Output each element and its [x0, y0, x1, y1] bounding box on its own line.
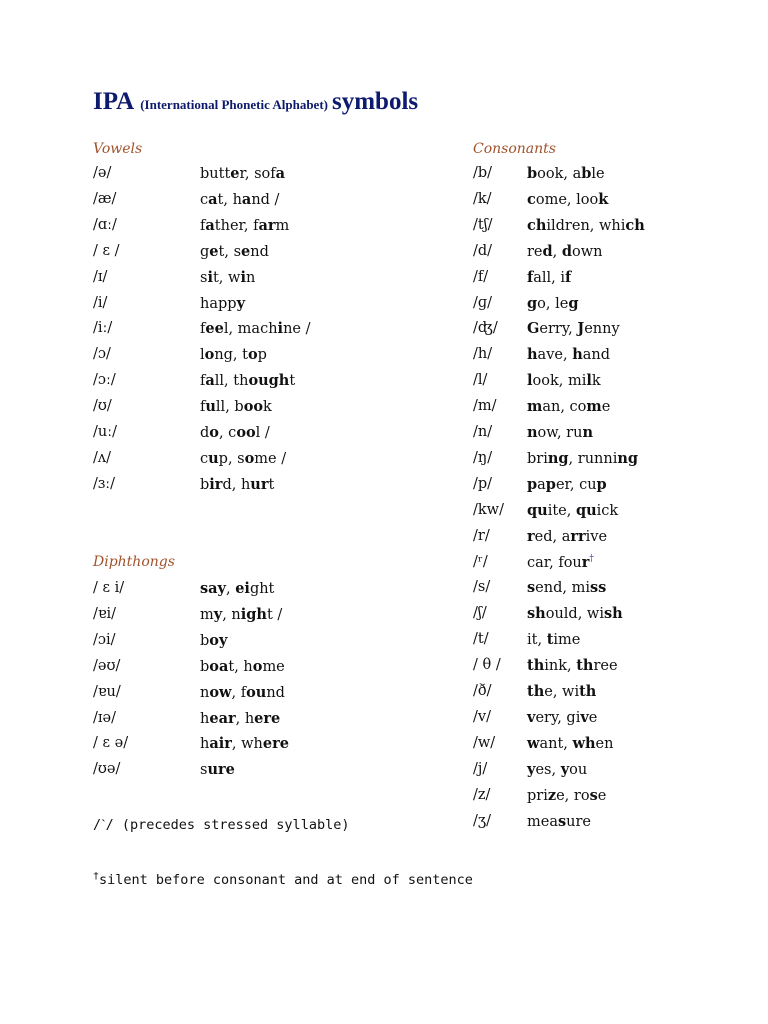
ipa-symbol: / ɛ ə/ — [93, 735, 129, 752]
highlighted-letters: c — [527, 190, 536, 208]
example-words — [527, 165, 605, 182]
footnote — [93, 871, 473, 888]
plain-letters: e — [601, 399, 611, 416]
ipa-symbol: /ɪə/ — [93, 709, 116, 726]
highlighted-letters: g — [568, 294, 579, 312]
example-words — [527, 398, 610, 415]
plain-letters: all, i — [533, 269, 566, 286]
example-words — [200, 191, 279, 208]
ipa-symbol: /tʃ/ — [473, 216, 493, 233]
example-words — [200, 320, 310, 337]
ipa-symbol: /ə/ — [93, 165, 112, 181]
highlighted-letters: ch — [527, 216, 547, 234]
plain-letters: b — [200, 632, 210, 649]
highlighted-letters: l — [527, 372, 533, 390]
highlighted-letters: ere — [254, 709, 281, 727]
example-words — [527, 424, 593, 441]
plain-letters: m — [200, 606, 214, 623]
example-words — [527, 605, 623, 622]
highlighted-letters: e — [209, 242, 219, 260]
plain-letters: ime — [553, 632, 581, 649]
ipa-symbol: /iː/ — [93, 320, 113, 337]
highlighted-letters: G — [527, 320, 540, 338]
plain-letters: ed, a — [534, 528, 571, 545]
plain-letters: me — [262, 658, 285, 675]
ipa-symbol: /i/ — [93, 294, 108, 311]
example-words — [527, 191, 608, 208]
ipa-symbol: /uː/ — [93, 424, 117, 440]
example-words — [200, 735, 289, 752]
plain-letters: nd — [250, 243, 269, 260]
example-words — [527, 657, 618, 674]
highlighted-letters: ar — [258, 216, 276, 234]
example-words — [527, 787, 606, 804]
plain-letters: ree — [593, 658, 618, 675]
example-words — [527, 631, 580, 648]
highlighted-letters: air — [209, 735, 232, 753]
plain-letters: r, sof — [239, 166, 276, 182]
plain-letters: t, s — [218, 243, 242, 260]
ipa-symbol: /f/ — [473, 268, 489, 285]
example-words — [200, 476, 274, 493]
highlighted-letters: r — [527, 527, 535, 545]
plain-letters: t, h — [217, 191, 242, 208]
highlighted-letters: a — [275, 165, 286, 182]
plain-letters: e, wi — [544, 684, 580, 700]
plain-letters: f — [200, 399, 206, 416]
example-words — [200, 295, 245, 312]
example-words — [527, 502, 618, 519]
plain-letters: e, ro — [556, 787, 590, 804]
plain-letters: h — [200, 710, 210, 727]
plain-letters: t / — [266, 606, 283, 623]
highlighted-letters: d — [561, 242, 573, 260]
plain-letters: ook, mi — [532, 373, 587, 390]
plain-letters: ite, — [547, 502, 576, 519]
highlighted-letters: rr — [570, 527, 586, 545]
plain-letters: d — [200, 425, 210, 441]
highlighted-letters: a — [205, 372, 215, 390]
ipa-symbol: /kw/ — [473, 501, 504, 518]
ipa-symbol: /ʒ/ — [473, 812, 491, 829]
footnote-dagger: † — [93, 871, 100, 882]
highlighted-letters: s — [589, 786, 598, 804]
highlighted-letters: qu — [527, 501, 548, 519]
highlighted-letters: a — [241, 190, 252, 208]
highlighted-letters: o — [247, 346, 258, 364]
vowels-heading: Vowels — [93, 141, 143, 157]
example-words — [527, 243, 603, 260]
highlighted-letters: o — [244, 449, 255, 467]
example-words — [200, 710, 280, 727]
plain-letters: t — [268, 476, 275, 493]
plain-letters: ildren, whi — [546, 217, 626, 234]
plain-letters: ive — [585, 528, 608, 545]
plain-letters: l — [200, 347, 205, 364]
ipa-symbol: / ɛ / — [93, 242, 120, 259]
plain-letters: en — [595, 735, 614, 752]
highlighted-letters: h — [527, 346, 538, 364]
ipa-symbol: /m/ — [473, 398, 497, 415]
plain-letters: ther, f — [214, 217, 259, 234]
ipa-symbol: /d/ — [473, 242, 493, 259]
example-words — [527, 554, 594, 571]
highlighted-letters: v — [580, 708, 589, 726]
ipa-symbol: /n/ — [473, 424, 493, 440]
plain-letters: ant, — [539, 735, 573, 752]
plain-letters: t, h — [228, 658, 253, 675]
highlighted-letters: r — [581, 553, 590, 571]
highlighted-letters: say — [200, 580, 226, 597]
plain-letters: o, le — [537, 295, 569, 312]
plain-letters: le — [591, 166, 605, 182]
plain-letters: an, co — [542, 399, 587, 416]
plain-letters: re — [527, 243, 543, 260]
plain-letters: p, s — [218, 450, 245, 467]
plain-letters: n — [245, 269, 256, 286]
highlighted-letters: b — [581, 165, 592, 182]
plain-letters: b — [200, 476, 210, 493]
page-title — [93, 88, 418, 116]
plain-letters: ink, — [544, 658, 577, 675]
highlighted-letters: th — [527, 657, 545, 675]
plain-letters: ave, — [537, 347, 573, 364]
ipa-symbol: /ɔː/ — [93, 372, 116, 389]
plain-letters: ure — [566, 813, 592, 830]
highlighted-letters: ur — [250, 475, 269, 493]
plain-letters: s — [200, 762, 208, 779]
highlighted-letters: ere — [262, 735, 289, 753]
plain-letters: f — [200, 217, 206, 234]
example-words — [200, 658, 285, 675]
highlighted-letters: i — [277, 320, 284, 338]
title-main: IPA — [93, 88, 135, 115]
example-words — [527, 269, 571, 286]
dagger-link[interactable]: † — [589, 553, 594, 564]
plain-letters: k — [263, 399, 272, 416]
plain-letters: ome, loo — [535, 191, 599, 208]
plain-letters: e — [597, 787, 607, 804]
highlighted-letters: p — [545, 475, 556, 493]
plain-letters: bri — [527, 450, 548, 467]
plain-letters: ng, t — [214, 347, 248, 364]
plain-letters: , runni — [568, 450, 618, 467]
highlighted-letters: s — [557, 812, 567, 830]
plain-letters: c — [200, 450, 209, 467]
highlighted-letters: o — [252, 657, 263, 675]
highlighted-letters: f — [565, 268, 572, 286]
plain-letters: end, mi — [535, 580, 590, 597]
plain-letters: , f — [231, 684, 247, 701]
ipa-symbol: /ʊ/ — [93, 398, 112, 415]
example-words — [200, 684, 285, 701]
highlighted-letters: a — [205, 216, 215, 234]
highlighted-letters: igh — [240, 605, 267, 623]
highlighted-letters: th — [527, 683, 545, 700]
highlighted-letters: wh — [572, 734, 596, 752]
example-words — [200, 632, 227, 649]
highlighted-letters: w — [527, 734, 540, 752]
highlighted-letters: p — [527, 475, 538, 493]
example-words — [200, 372, 295, 389]
plain-letters: ll, th — [214, 373, 249, 390]
plain-letters: , h — [235, 710, 255, 727]
plain-letters: n — [200, 684, 210, 701]
plain-letters: mea — [527, 813, 558, 830]
ipa-symbol: /ɪ/ — [93, 268, 108, 285]
highlighted-letters: ou — [246, 683, 267, 701]
plain-letters: butt — [200, 166, 231, 182]
plain-letters: a — [537, 476, 546, 493]
highlighted-letters: qu — [575, 501, 597, 519]
plain-letters: t, w — [212, 269, 241, 286]
example-words — [200, 346, 267, 363]
example-words — [527, 372, 601, 389]
ipa-symbol: /ɐu/ — [93, 683, 121, 700]
highlighted-letters: m — [586, 398, 602, 416]
example-words — [200, 243, 269, 260]
highlighted-letters: sh — [603, 605, 623, 623]
plain-letters: d, h — [222, 476, 251, 493]
plain-letters: and — [582, 347, 610, 364]
diphthongs-heading: Diphthongs — [93, 554, 175, 570]
example-words — [200, 398, 272, 415]
highlighted-letters: th — [579, 683, 597, 700]
highlighted-letters: i — [240, 268, 246, 286]
plain-letters: ow, ru — [537, 425, 583, 441]
ipa-symbol: /j/ — [473, 760, 488, 777]
highlighted-letters: p — [596, 475, 607, 493]
highlighted-letters: oa — [209, 657, 229, 675]
ipa-symbol: /p/ — [473, 475, 493, 492]
plain-letters: happ — [200, 295, 237, 312]
plain-letters: car, fou — [527, 554, 582, 571]
example-words — [527, 476, 607, 493]
highlighted-letters: k — [598, 190, 609, 208]
ipa-symbol: /r/ — [473, 527, 490, 544]
highlighted-letters: oo — [243, 398, 264, 416]
ipa-symbol: /ɐi/ — [93, 605, 117, 622]
plain-letters: p — [257, 347, 267, 364]
ipa-symbol: /ɔ/ — [93, 346, 111, 363]
plain-letters: t — [289, 373, 296, 390]
ipa-symbol: /l/ — [473, 372, 488, 389]
highlighted-letters: f — [527, 268, 534, 286]
title-tail: symbols — [332, 88, 419, 115]
example-words — [527, 450, 638, 467]
highlighted-letters: s — [527, 579, 536, 597]
highlighted-letters: ng — [617, 449, 639, 467]
example-words — [527, 735, 613, 752]
example-words — [527, 683, 596, 700]
plain-letters: it, — [527, 632, 547, 649]
ipa-symbol: /k/ — [473, 190, 492, 207]
highlighted-letters: o — [209, 424, 219, 441]
plain-letters: me / — [254, 450, 287, 467]
ipa-symbol: /əʊ/ — [93, 657, 121, 674]
plain-letters: ery, gi — [535, 709, 581, 726]
example-words — [527, 579, 606, 596]
example-words — [200, 424, 270, 441]
plain-letters: , c — [218, 425, 237, 441]
plain-letters: ght — [249, 581, 275, 597]
ipa-symbol: / ɛ i/ — [93, 580, 125, 596]
plain-letters: , n — [222, 606, 241, 623]
plain-letters: , — [225, 581, 236, 597]
ipa-symbol: /ʃ/ — [473, 605, 487, 622]
ipa-symbol: /ɜː/ — [93, 475, 116, 492]
highlighted-letters: h — [572, 346, 583, 364]
highlighted-letters: ee — [205, 320, 224, 338]
plain-letters: , wh — [231, 736, 263, 753]
example-words — [527, 528, 607, 545]
ipa-symbol: /b/ — [473, 165, 493, 181]
plain-letters: g — [200, 243, 210, 260]
highlighted-letters: t — [546, 631, 554, 649]
highlighted-letters: ure — [207, 761, 235, 779]
highlighted-letters: y — [560, 760, 570, 778]
ipa-symbol: /ʊə/ — [93, 761, 121, 778]
plain-letters: ne / — [283, 321, 311, 338]
plain-letters: ick — [596, 502, 619, 519]
ipa-symbol: /v/ — [473, 708, 491, 725]
ipa-symbol: /ʳ/ — [473, 553, 488, 570]
highlighted-letters: g — [527, 294, 538, 312]
plain-letters: er, cu — [555, 476, 597, 493]
ipa-symbol: /ɔi/ — [93, 631, 116, 648]
highlighted-letters: m — [527, 398, 543, 416]
example-words — [527, 761, 587, 778]
consonants-heading: Consonants — [473, 141, 556, 157]
highlighted-letters: oo — [236, 424, 256, 441]
ipa-symbol: /æ/ — [93, 190, 117, 207]
plain-letters: , — [552, 243, 562, 260]
ipa-symbol: /h/ — [473, 346, 493, 363]
plain-letters: enny — [584, 321, 620, 338]
highlighted-letters: i — [207, 268, 213, 286]
ipa-symbol: /ð/ — [473, 683, 492, 699]
example-words — [200, 450, 286, 467]
highlighted-letters: d — [542, 242, 553, 260]
stress-mark-note: /ˋ/ (precedes stressed syllable) — [93, 817, 350, 833]
ipa-symbol: /ʌ/ — [93, 449, 111, 466]
ipa-symbol: /t/ — [473, 631, 489, 648]
example-words — [200, 761, 235, 778]
plain-letters: nd / — [251, 191, 280, 208]
example-words — [527, 813, 591, 830]
example-words — [200, 580, 274, 597]
highlighted-letters: u — [205, 398, 216, 416]
plain-letters: nd — [266, 684, 285, 701]
highlighted-letters: ir — [209, 475, 223, 493]
example-words — [200, 269, 255, 286]
plain-letters: f — [200, 373, 206, 390]
example-words — [527, 320, 620, 337]
highlighted-letters: o — [204, 346, 215, 364]
ipa-symbol: /w/ — [473, 734, 496, 751]
highlighted-letters: th — [576, 657, 594, 675]
plain-letters: c — [200, 191, 209, 208]
plain-letters: h — [200, 736, 210, 753]
example-words — [527, 217, 645, 234]
highlighted-letters: b — [527, 165, 538, 182]
example-words — [200, 606, 282, 623]
highlighted-letters: ow — [209, 683, 232, 701]
ipa-symbol: /ɑː/ — [93, 216, 117, 233]
plain-letters: e — [588, 709, 598, 726]
plain-letters: erry, — [539, 321, 578, 338]
highlighted-letters: oy — [209, 631, 228, 649]
highlighted-letters: ch — [625, 216, 645, 234]
footnote-text: silent before consonant and at end of sentence — [99, 872, 473, 888]
plain-letters: ll, b — [215, 399, 244, 416]
plain-letters: own — [572, 243, 603, 260]
plain-letters: ould, wi — [545, 606, 604, 623]
highlighted-letters: l — [586, 372, 592, 390]
highlighted-letters: ough — [248, 372, 290, 390]
ipa-symbol: /ʤ/ — [473, 320, 498, 337]
title-subtitle: (International Phonetic Alphabet) — [140, 97, 328, 112]
plain-letters: l, mach — [223, 321, 278, 338]
highlighted-letters: n — [527, 424, 538, 441]
plain-letters: es, — [535, 761, 561, 778]
highlighted-letters: ei — [235, 580, 250, 597]
highlighted-letters: z — [547, 786, 557, 804]
example-words — [200, 217, 289, 234]
highlighted-letters: e — [241, 242, 251, 260]
highlighted-letters: e — [230, 165, 240, 182]
highlighted-letters: J — [577, 320, 585, 338]
highlighted-letters: v — [527, 708, 536, 726]
plain-letters: f — [200, 321, 206, 338]
plain-letters: b — [200, 658, 210, 675]
plain-letters: ou — [569, 761, 588, 778]
ipa-symbol: /ɡ/ — [473, 294, 493, 311]
highlighted-letters: ss — [589, 579, 607, 597]
ipa-symbol: / θ / — [473, 657, 501, 674]
example-words — [527, 295, 578, 312]
highlighted-letters: n — [582, 424, 594, 441]
ipa-symbol: /z/ — [473, 786, 491, 803]
plain-letters: m — [275, 217, 290, 234]
plain-letters: s — [200, 269, 208, 286]
highlighted-letters: ng — [547, 449, 569, 467]
highlighted-letters: y — [236, 294, 245, 312]
plain-letters: l / — [255, 425, 270, 441]
example-words — [527, 709, 597, 726]
highlighted-letters: sh — [527, 605, 546, 623]
ipa-symbol: /s/ — [473, 579, 491, 596]
plain-letters: ook, a — [537, 166, 582, 182]
example-words — [527, 346, 610, 363]
highlighted-letters: y — [213, 605, 223, 623]
highlighted-letters: ear — [209, 709, 236, 727]
ipa-symbol: /ŋ/ — [473, 449, 493, 466]
example-words — [200, 165, 285, 182]
plain-letters: k — [591, 373, 601, 390]
highlighted-letters: a — [208, 190, 218, 208]
highlighted-letters: y — [527, 760, 536, 778]
plain-letters: pri — [527, 787, 548, 804]
highlighted-letters: u — [208, 449, 219, 467]
